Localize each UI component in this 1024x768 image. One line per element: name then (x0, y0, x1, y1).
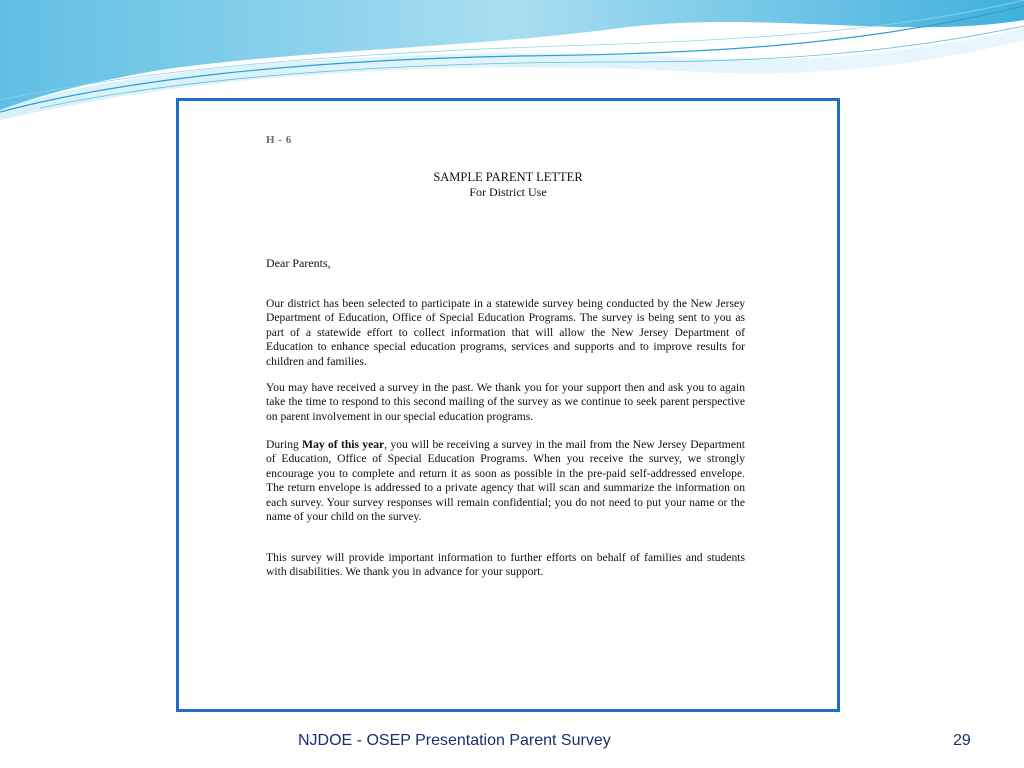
document-code: H - 6 (266, 134, 292, 146)
paragraph-1: Our district has been selected to participate in a statewide survey being conducted by the New Jersey Department of Education, Office of Special Education Programs. The survey is being sent to you as part of a statewide effort to collect information that will allow the New Jersey Department of Education to enhance special education programs, services and supports and to improve results for children and families. (266, 297, 745, 368)
paragraph-3-rest: , you will be receiving a survey in the mail from the New Jersey Department of Education, Office of Special Education Programs. When you receive the survey, we strongly encourage you to complete and return it as soon as possible in the pre-paid self-addressed envelope. The return envelope is addressed to a private agency that will scan and summarize the information on each survey. Your survey responses will remain confidential; you do not need to put your name or the name of your child on the survey. (266, 438, 745, 524)
footer-text: NJDOE - OSEP Presentation Parent Survey (298, 732, 611, 749)
letter-subtitle: For District Use (469, 185, 547, 199)
paragraph-2: You may have received a survey in the past. We thank you for your support then and ask you to again take the time to respond to this second mailing of the survey as we continue to seek parent perspective on parent involvement in our special education programs. (266, 381, 745, 423)
paragraph-3-start: During (266, 438, 303, 451)
letter-title: SAMPLE PARENT LETTER (433, 170, 583, 184)
salutation: Dear Parents, (266, 256, 331, 270)
paragraph-4: This survey will provide important information to further efforts on behalf of families and students with disabilities. We thank you in advance for your support. (266, 551, 745, 579)
paragraph-3 (266, 438, 745, 524)
letter-frame (176, 98, 840, 712)
paragraph-3-bold-date: May of this year (302, 438, 385, 451)
page-number: 29 (953, 732, 971, 749)
